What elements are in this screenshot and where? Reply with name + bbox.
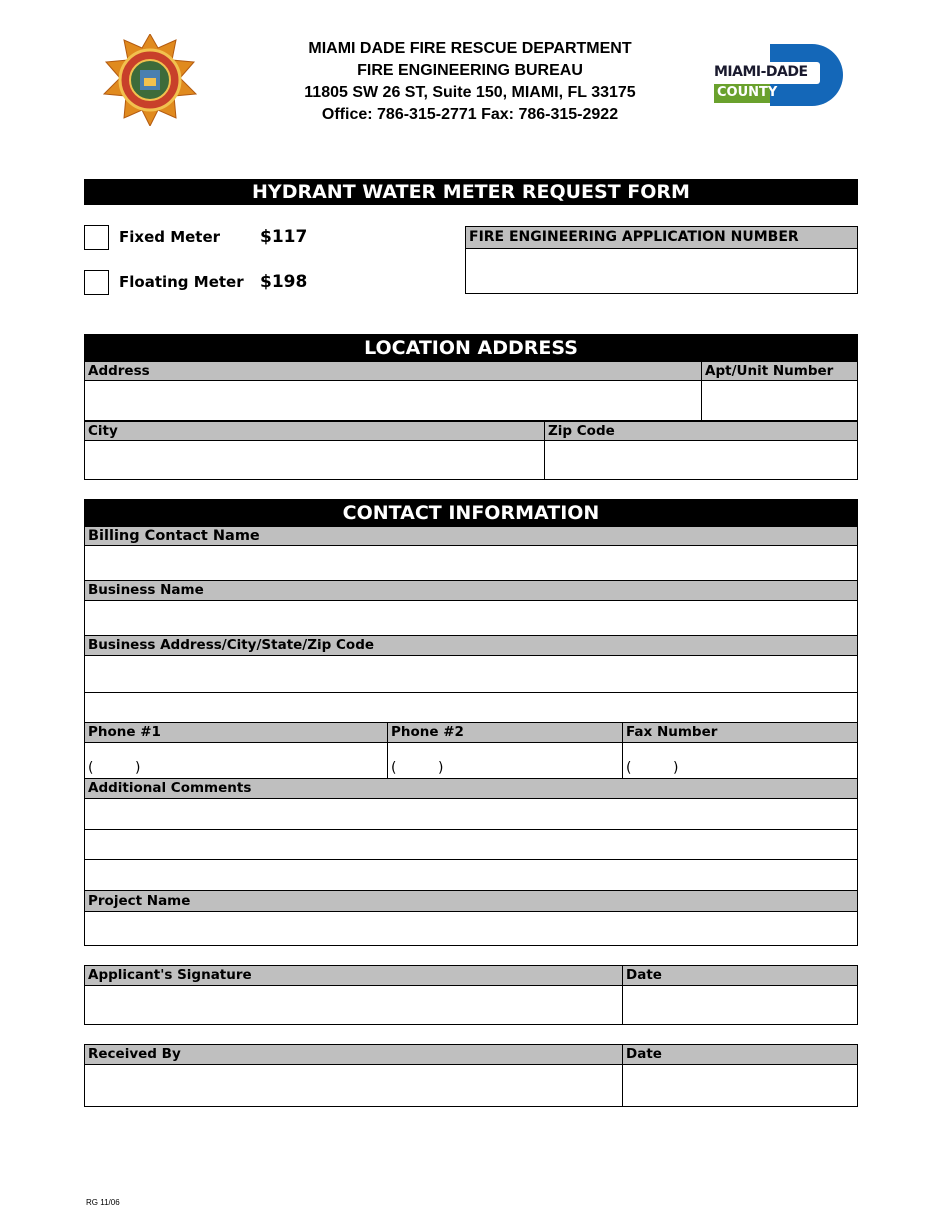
- phone1-label: Phone #1: [84, 722, 388, 743]
- form-title: HYDRANT WATER METER REQUEST FORM: [84, 179, 858, 205]
- business-address-field-line1[interactable]: [84, 655, 858, 693]
- fire-rescue-seal-logo: [100, 34, 200, 126]
- zip-code-field[interactable]: [544, 440, 858, 480]
- apt-unit-label: Apt/Unit Number: [701, 361, 858, 381]
- apt-unit-field[interactable]: [701, 380, 858, 421]
- department-phone-fax: Office: 786-315-2771 Fax: 786-315-2922: [321, 106, 619, 123]
- fixed-meter-label: Fixed Meter: [119, 228, 221, 246]
- miami-dade-county-logo: [712, 44, 844, 106]
- city-field[interactable]: [84, 440, 545, 480]
- fax-number-field[interactable]: [622, 742, 858, 779]
- comments-field-line2[interactable]: [84, 829, 858, 860]
- received-by-field[interactable]: [84, 1064, 623, 1107]
- city-label: City: [84, 421, 545, 441]
- application-number-label: FIRE ENGINEERING APPLICATION NUMBER: [465, 226, 858, 249]
- phone1-area-close: ): [135, 760, 141, 776]
- department-address: 11805 SW 26 ST, Suite 150, MIAMI, FL 33175: [304, 84, 636, 101]
- county-logo-text-top: MIAMI-DADE: [714, 64, 808, 80]
- floating-meter-checkbox[interactable]: [84, 270, 109, 295]
- signature-date-field[interactable]: [622, 985, 858, 1025]
- form-revision-code: RG 11/06: [86, 1198, 120, 1207]
- fixed-meter-price: $117: [260, 227, 308, 247]
- signature-date-label: Date: [622, 965, 858, 986]
- fax-number-label: Fax Number: [622, 722, 858, 743]
- phone1-field[interactable]: [84, 742, 388, 779]
- received-by-label: Received By: [84, 1044, 623, 1065]
- application-number-field[interactable]: [465, 248, 858, 294]
- fixed-meter-checkbox[interactable]: [84, 225, 109, 250]
- billing-contact-field[interactable]: [84, 545, 858, 581]
- phone2-area-open: (: [391, 760, 397, 776]
- project-name-field[interactable]: [84, 911, 858, 946]
- address-label: Address: [84, 361, 702, 381]
- contact-information-title: CONTACT INFORMATION: [84, 499, 858, 526]
- project-name-label: Project Name: [84, 890, 858, 912]
- business-name-field[interactable]: [84, 600, 858, 636]
- address-field[interactable]: [84, 380, 702, 421]
- fax-area-open: (: [626, 760, 632, 776]
- bureau-name: FIRE ENGINEERING BUREAU: [357, 62, 583, 79]
- business-address-label: Business Address/City/State/Zip Code: [84, 635, 858, 656]
- phone1-area-open: (: [88, 760, 94, 776]
- applicant-signature-label: Applicant's Signature: [84, 965, 623, 986]
- additional-comments-label: Additional Comments: [84, 778, 858, 799]
- phone2-label: Phone #2: [387, 722, 623, 743]
- county-logo-text-bottom: COUNTY: [717, 85, 778, 100]
- received-date-field[interactable]: [622, 1064, 858, 1107]
- floating-meter-label: Floating Meter: [119, 273, 244, 291]
- received-date-label: Date: [622, 1044, 858, 1065]
- department-name: MIAMI DADE FIRE RESCUE DEPARTMENT: [308, 40, 632, 57]
- phone2-area-close: ): [438, 760, 444, 776]
- zip-code-label: Zip Code: [544, 421, 858, 441]
- floating-meter-price: $198: [260, 272, 308, 292]
- billing-contact-label: Billing Contact Name: [84, 526, 858, 546]
- comments-field-line3[interactable]: [84, 859, 858, 891]
- phone2-field[interactable]: [387, 742, 623, 779]
- applicant-signature-field[interactable]: [84, 985, 623, 1025]
- location-address-title: LOCATION ADDRESS: [84, 334, 858, 361]
- business-name-label: Business Name: [84, 580, 858, 601]
- business-address-field-line2[interactable]: [84, 692, 858, 723]
- fax-area-close: ): [673, 760, 679, 776]
- comments-field-line1[interactable]: [84, 798, 858, 830]
